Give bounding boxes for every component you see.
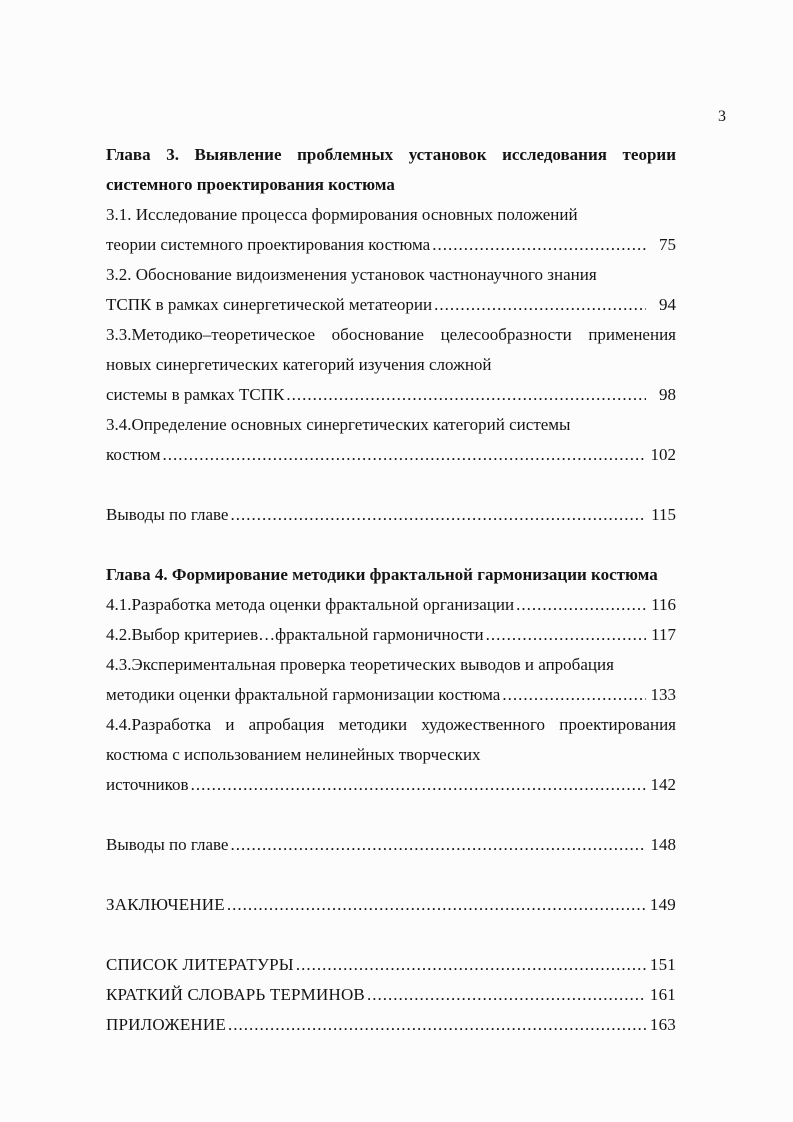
toc-page-number: 161 bbox=[649, 985, 676, 1004]
toc-entry-chapter-3-conclusions[interactable] bbox=[106, 500, 676, 530]
toc-entry-text: 3.4.Определение основных синергетических категорий системы bbox=[106, 415, 571, 434]
chapter-3-title: Глава 3. Выявление проблемных установок исследования теории системного проектирования костюма bbox=[106, 145, 676, 194]
toc-entry-line bbox=[106, 620, 676, 650]
toc-page-number: 148 bbox=[650, 835, 676, 854]
page-number: 3 bbox=[718, 108, 726, 125]
leader-dots bbox=[163, 440, 646, 470]
table-of-contents bbox=[106, 140, 676, 1040]
toc-page-number: 142 bbox=[650, 775, 676, 794]
toc-page-number: 115 bbox=[651, 505, 676, 524]
toc-entry-text: 3.3.Методико–теоретическое обоснование целесообразности применения новых синергетических категорий изучения сложной bbox=[106, 325, 676, 374]
toc-entry-label: ЗАКЛЮЧЕНИЕ bbox=[106, 895, 225, 914]
toc-page-number: 116 bbox=[651, 595, 676, 614]
toc-page-number: 98 bbox=[659, 385, 676, 404]
leader-dots bbox=[486, 620, 646, 650]
toc-entry-label: системы в рамках ТСПК bbox=[106, 385, 285, 404]
toc-entry-label: СПИСОК ЛИТЕРАТУРЫ bbox=[106, 955, 294, 974]
toc-entry-3-3[interactable] bbox=[106, 320, 676, 410]
toc-entry-label: 4.2.Выбор критериев…фрактальной гармоничности bbox=[106, 625, 484, 644]
toc-entry-label: Выводы по главе bbox=[106, 835, 229, 854]
toc-entry-line bbox=[106, 500, 676, 530]
toc-page-number: 102 bbox=[650, 445, 676, 464]
leader-dots bbox=[227, 890, 646, 920]
leader-dots bbox=[516, 590, 646, 620]
toc-page-number: 117 bbox=[651, 625, 676, 644]
toc-entry-label: 4.1.Разработка метода оценки фрактальной организации bbox=[106, 595, 515, 614]
toc-entry-glossary[interactable] bbox=[106, 980, 676, 1010]
toc-entry-line bbox=[106, 950, 676, 980]
leader-dots bbox=[502, 680, 646, 710]
toc-page-number: 94 bbox=[659, 295, 676, 314]
toc-entry-line bbox=[106, 590, 676, 620]
leader-dots bbox=[230, 500, 646, 530]
toc-entry-3-1[interactable] bbox=[106, 200, 676, 260]
leader-dots bbox=[296, 950, 646, 980]
toc-entry-chapter-4-conclusions[interactable] bbox=[106, 830, 676, 860]
toc-entry-label: ТСПК в рамках синергетической метатеории bbox=[106, 295, 433, 314]
toc-entry-line bbox=[106, 380, 676, 410]
toc-page-number: 149 bbox=[649, 895, 676, 914]
toc-entry-3-4[interactable] bbox=[106, 410, 676, 470]
leader-dots bbox=[432, 230, 646, 260]
toc-entry-line bbox=[106, 290, 676, 320]
toc-entry-label: КРАТКИЙ СЛОВАРЬ ТЕРМИНОВ bbox=[106, 985, 365, 1004]
toc-entry-4-1[interactable] bbox=[106, 590, 676, 620]
toc-entry-appendix[interactable] bbox=[106, 1010, 676, 1040]
toc-entry-label: Выводы по главе bbox=[106, 505, 229, 524]
toc-entry-line bbox=[106, 830, 676, 860]
toc-entry-line bbox=[106, 230, 676, 260]
toc-entry-line bbox=[106, 440, 676, 470]
toc-entry-line bbox=[106, 890, 676, 920]
toc-entry-literature[interactable] bbox=[106, 950, 676, 980]
toc-entry-4-3[interactable] bbox=[106, 650, 676, 710]
toc-page-number: 133 bbox=[650, 685, 676, 704]
leader-dots bbox=[367, 980, 646, 1010]
leader-dots bbox=[228, 1010, 646, 1040]
toc-entry-4-2[interactable] bbox=[106, 620, 676, 650]
toc-entry-4-4[interactable] bbox=[106, 710, 676, 800]
toc-page-number: 163 bbox=[649, 1015, 676, 1034]
leader-dots bbox=[434, 290, 646, 320]
leader-dots bbox=[286, 380, 646, 410]
toc-entry-label: ПРИЛОЖЕНИЕ bbox=[106, 1015, 226, 1034]
leader-dots bbox=[230, 830, 646, 860]
toc-entry-3-2[interactable] bbox=[106, 260, 676, 320]
toc-entry-label: методики оценки фрактальной гармонизации костюма bbox=[106, 685, 501, 704]
toc-page-number: 75 bbox=[659, 235, 676, 254]
toc-entry-line bbox=[106, 980, 676, 1010]
toc-entry-line bbox=[106, 770, 676, 800]
toc-entry-text: 3.1. Исследование процесса формирования основных положений bbox=[106, 205, 578, 224]
toc-entry-text: 4.3.Экспериментальная проверка теоретических выводов и апробация bbox=[106, 655, 614, 674]
leader-dots bbox=[191, 770, 646, 800]
toc-entry-line bbox=[106, 680, 676, 710]
toc-entry-label: источников bbox=[106, 775, 189, 794]
chapter-4-title: Глава 4. Формирование методики фрактальной гармонизации костюма bbox=[106, 565, 658, 584]
toc-page-number: 151 bbox=[649, 955, 676, 974]
toc-entry-line bbox=[106, 1010, 676, 1040]
toc-entry-text: 3.2. Обоснование видоизменения установок частнонаучного знания bbox=[106, 265, 597, 284]
toc-entry-label: костюм bbox=[106, 445, 161, 464]
toc-entry-zaklyuchenie[interactable] bbox=[106, 890, 676, 920]
toc-entry-label: теории системного проектирования костюма bbox=[106, 235, 431, 254]
toc-entry-text: 4.4.Разработка и апробация методики художественного проектирования костюма с использованием нелинейных творческих bbox=[106, 715, 676, 764]
